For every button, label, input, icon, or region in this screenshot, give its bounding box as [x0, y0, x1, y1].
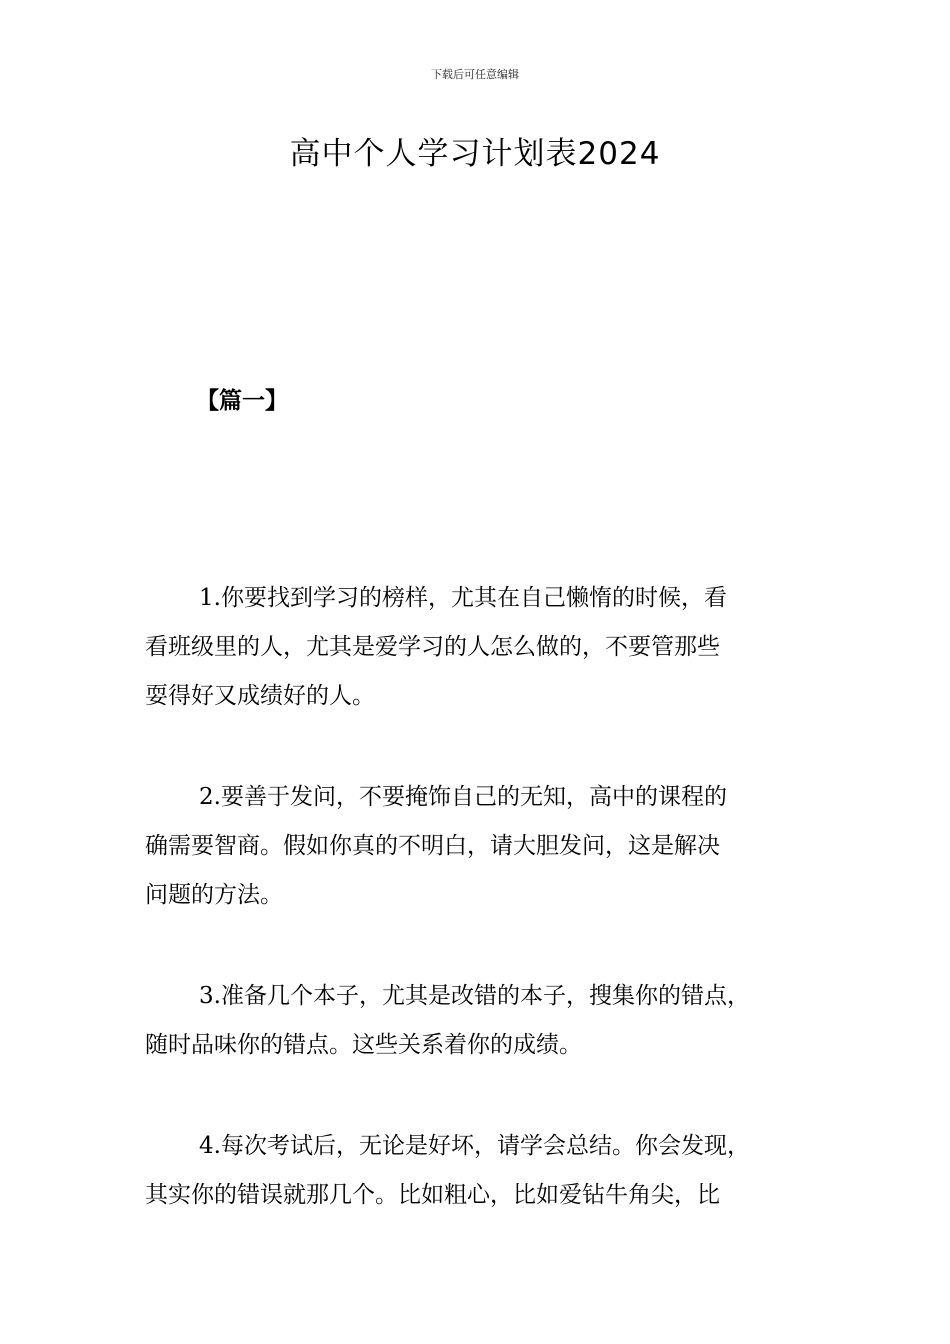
paragraph-line: 2.要善于发问，不要掩饰自己的无知，高中的课程的: [199, 784, 727, 810]
paragraph-1: [145, 574, 835, 721]
paragraph-2: [145, 773, 835, 920]
paragraph-line: 其实你的错误就那几个。比如粗心，比如爱钻牛角尖，比: [145, 1182, 720, 1208]
document-title: 高中个人学习计划表2024: [289, 136, 661, 172]
paragraph-line: 问题的方法。: [145, 882, 283, 908]
paragraph-line: 4.每次考试后，无论是好坏，请学会总结。你会发现，: [199, 1133, 750, 1159]
section-heading: 【篇一】: [196, 387, 288, 414]
paragraph-3: [145, 972, 835, 1070]
paragraph-line: 随时品味你的错点。这些关系着你的成绩。: [145, 1032, 582, 1058]
page-header-note: 下载后可任意编辑: [431, 68, 519, 81]
paragraph-line: 3.准备几个本子，尤其是改错的本子，搜集你的错点，: [199, 983, 750, 1009]
paragraph-line: 看班级里的人，尤其是爱学习的人怎么做的，不要管那些: [145, 634, 720, 660]
paragraph-line: 耍得好又成绩好的人。: [145, 683, 375, 709]
paragraph-line: 确需要智商。假如你真的不明白，请大胆发问，这是解决: [145, 833, 720, 859]
paragraph-4: [145, 1122, 835, 1220]
paragraph-line: 1.你要找到学习的榜样，尤其在自己懒惰的时候，看: [199, 585, 727, 611]
